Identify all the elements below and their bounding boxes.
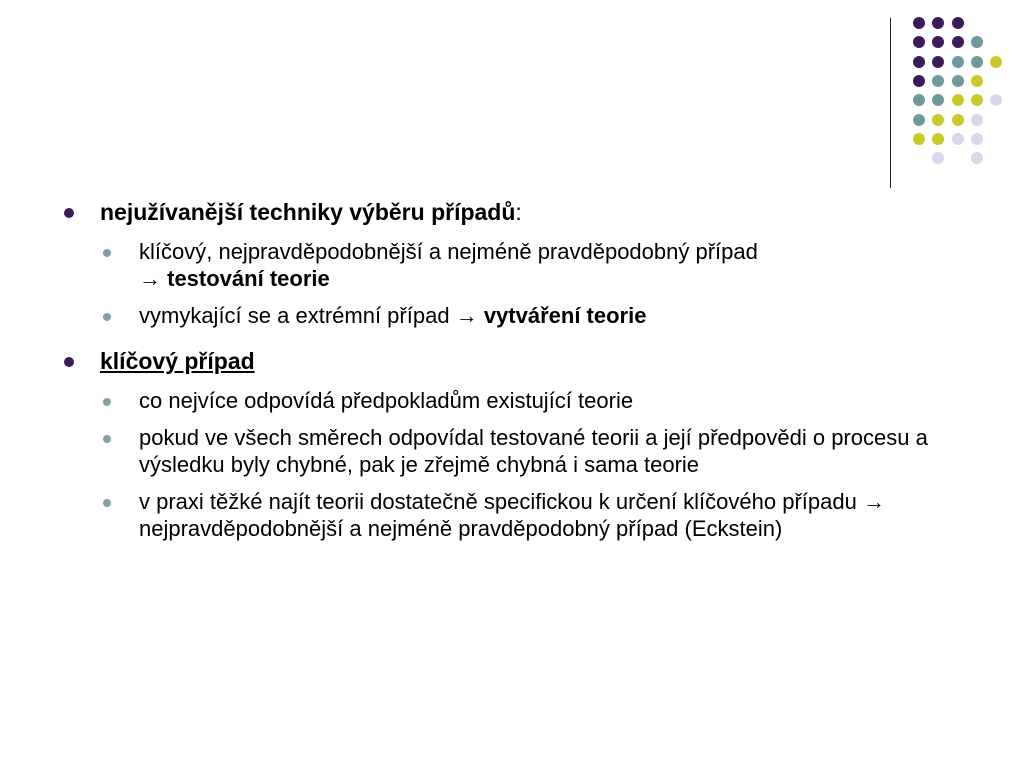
sub-bullet-extreme-case-bold: vytváření teorie bbox=[483, 303, 647, 328]
sub-bullet-key-case bbox=[62, 238, 992, 292]
decorative-dot bbox=[913, 94, 925, 106]
decorative-dot bbox=[952, 94, 964, 106]
decorative-vertical-line bbox=[890, 18, 891, 188]
decorative-dot bbox=[952, 75, 964, 87]
decorative-dot bbox=[932, 36, 944, 48]
arrow-right-icon: → bbox=[455, 303, 478, 328]
sub-bullet-extreme-case bbox=[62, 302, 992, 329]
decorative-dot bbox=[990, 56, 1002, 68]
decorative-dot bbox=[971, 133, 983, 145]
decorative-dot bbox=[932, 94, 944, 106]
decorative-dot bbox=[952, 17, 964, 29]
decorative-dot bbox=[913, 114, 925, 126]
sub-bullet-key-case-bold: testování teorie bbox=[167, 266, 330, 291]
sub-bullet-hard-in-practice bbox=[62, 488, 992, 542]
decorative-dot bbox=[952, 36, 964, 48]
decorative-dot bbox=[952, 133, 964, 145]
decorative-dot bbox=[932, 114, 944, 126]
decorative-dot-grid bbox=[0, 0, 1024, 200]
decorative-dot bbox=[932, 17, 944, 29]
decorative-dot bbox=[932, 56, 944, 68]
sub-bullet-key-case-text: klíčový, nejpravděpodobnější a nejméně pravděpodobný případ bbox=[139, 239, 758, 264]
decorative-dot bbox=[971, 75, 983, 87]
decorative-dot bbox=[971, 56, 983, 68]
decorative-dot bbox=[990, 94, 1002, 106]
decorative-dot bbox=[971, 114, 983, 126]
bullet-key-case bbox=[62, 347, 992, 375]
sub-bullet-matches-theory bbox=[62, 387, 992, 414]
sub-bullet-predictions-wrong-text: pokud ve všech směrech odpovídal testované teorii a její předpovědi o procesu a výsledku byly chybné, pak je zřejmě chybná i sama teorie bbox=[139, 425, 928, 477]
decorative-dot bbox=[971, 152, 983, 164]
bullet-techniques bbox=[62, 198, 992, 226]
decorative-dot bbox=[952, 114, 964, 126]
decorative-dot bbox=[932, 75, 944, 87]
sub-bullet-matches-theory-text: co nejvíce odpovídá předpokladům existující teorie bbox=[139, 388, 634, 413]
sub-bullet-hard-in-practice-text: v praxi těžké najít teorii dostatečně specifickou k určení klíčového případu bbox=[139, 489, 857, 514]
decorative-dot bbox=[932, 133, 944, 145]
sub-bullet-extreme-case-text: vymykající se a extrémní případ bbox=[139, 303, 450, 328]
decorative-dot bbox=[952, 56, 964, 68]
sub-bullet-predictions-wrong bbox=[62, 424, 992, 478]
sub-bullet-hard-in-practice-tail: nejpravděpodobnější a nejméně pravděpodobný případ (Eckstein) bbox=[139, 516, 783, 541]
decorative-dot bbox=[913, 56, 925, 68]
slide-content bbox=[62, 198, 992, 552]
decorative-dot bbox=[971, 94, 983, 106]
arrow-right-icon: → bbox=[139, 266, 161, 291]
decorative-dot bbox=[913, 36, 925, 48]
arrow-right-icon: → bbox=[862, 489, 885, 514]
decorative-dot bbox=[932, 152, 944, 164]
bullet-key-case-text: klíčový případ bbox=[100, 348, 255, 374]
bullet-techniques-text: nejužívanější techniky výběru případů bbox=[100, 199, 516, 225]
decorative-dot bbox=[913, 17, 925, 29]
decorative-dot bbox=[913, 133, 925, 145]
decorative-dot bbox=[913, 75, 925, 87]
decorative-dot bbox=[971, 36, 983, 48]
bullet-techniques-colon: : bbox=[515, 199, 522, 225]
